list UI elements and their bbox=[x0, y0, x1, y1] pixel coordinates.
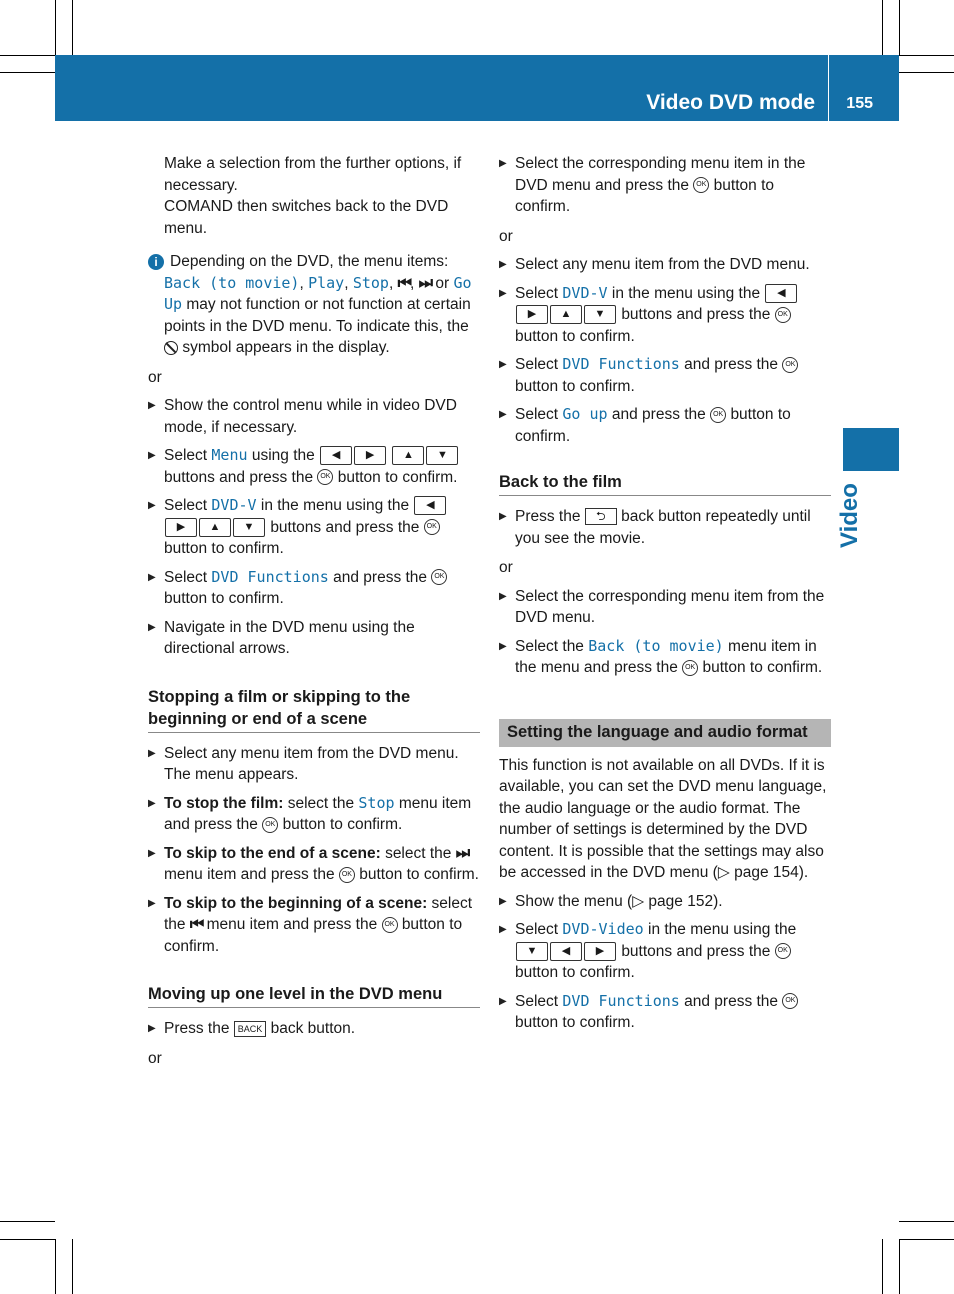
side-tab-label: Video bbox=[836, 483, 863, 548]
skip-forward-icon: ⏭ bbox=[455, 844, 469, 862]
up-arrow-key: ▲ bbox=[392, 446, 424, 465]
intro-text: Make a selection from the further options, if necessary. bbox=[164, 155, 462, 194]
page-ref-icon: ▷ bbox=[632, 892, 645, 910]
info-icon: i bbox=[148, 254, 164, 270]
ok-icon: OK bbox=[262, 817, 278, 833]
intro-text: COMAND then switches back to the DVD menu. bbox=[164, 198, 449, 237]
list-item: ▶ To stop the film: select the Stop menu item and press the OK button to confirm. bbox=[148, 793, 480, 836]
skip-back-icon: ⏮ bbox=[397, 274, 410, 292]
section-heading: Stopping a film or skipping to the beginning or end of a scene bbox=[148, 686, 480, 733]
right-arrow-key: ▶ bbox=[584, 942, 616, 961]
back-arrow-icon: ⮌ bbox=[585, 508, 617, 525]
left-column bbox=[148, 153, 480, 1076]
section-title: Video DVD mode bbox=[646, 91, 815, 114]
divider bbox=[828, 55, 829, 121]
up-arrow-key: ▲ bbox=[550, 305, 582, 324]
right-arrow-key: ▶ bbox=[516, 305, 548, 324]
crop-mark bbox=[0, 72, 55, 73]
ok-icon: OK bbox=[775, 307, 791, 323]
ok-icon: OK bbox=[382, 917, 398, 933]
left-arrow-key: ◀ bbox=[414, 496, 446, 515]
ok-icon: OK bbox=[782, 993, 798, 1009]
list-item: ▶ Select the corresponding menu item in the DVD menu and press the OK button to confirm. bbox=[499, 153, 831, 218]
section-heading: Moving up one level in the DVD menu bbox=[148, 983, 480, 1008]
info-note bbox=[148, 251, 480, 359]
down-arrow-key: ▼ bbox=[516, 942, 548, 961]
crop-mark bbox=[0, 1239, 55, 1240]
down-arrow-key: ▼ bbox=[426, 446, 458, 465]
list-item: ▶ Press the ⮌ back button repeatedly until you see the movie. bbox=[499, 506, 831, 549]
down-arrow-key: ▼ bbox=[584, 305, 616, 324]
list-item: ▶ Select DVD Functions and press the OK button to confirm. bbox=[499, 991, 831, 1034]
section-heading: Setting the language and audio format bbox=[499, 719, 831, 747]
ok-icon: OK bbox=[782, 357, 798, 373]
page-ref-icon: ▷ bbox=[717, 864, 730, 881]
skip-back-icon: ⏮ bbox=[189, 916, 203, 933]
right-arrow-key: ▶ bbox=[354, 446, 386, 465]
list-item: ▶ Show the control menu while in video DVD mode, if necessary. bbox=[148, 395, 480, 438]
or-label: or bbox=[148, 1049, 162, 1067]
ok-icon: OK bbox=[339, 867, 355, 883]
crop-mark bbox=[899, 1239, 900, 1294]
list-item: ▶ Select DVD Functions and press the OK button to confirm. bbox=[499, 354, 831, 397]
crop-mark bbox=[899, 72, 954, 73]
right-arrow-key: ▶ bbox=[165, 518, 197, 537]
or-label: or bbox=[148, 368, 162, 386]
crop-mark bbox=[899, 55, 954, 56]
list-item: ▶ Navigate in the DVD menu using the directional arrows. bbox=[148, 617, 480, 660]
crop-mark bbox=[882, 1239, 883, 1294]
crop-mark bbox=[0, 1221, 55, 1222]
page-header bbox=[55, 55, 899, 121]
ok-icon: OK bbox=[682, 660, 698, 676]
ok-icon: OK bbox=[693, 177, 709, 193]
or-label: or bbox=[499, 227, 513, 245]
section-heading: Back to the film bbox=[499, 471, 831, 496]
list-item: ▶ To skip to the end of a scene: select the ⏭ menu item and press the OK button to confirm. bbox=[148, 843, 480, 886]
or-label: or bbox=[499, 559, 513, 576]
crop-mark bbox=[0, 55, 55, 56]
no-entry-icon bbox=[164, 341, 178, 355]
list-item: ▶ Press the BACK back button. bbox=[148, 1018, 480, 1040]
list-item: ▶ Select the Back (to movie) menu item in the menu and press the OK button to confirm. bbox=[499, 636, 831, 679]
crop-mark bbox=[55, 1239, 56, 1294]
body-paragraph: This function is not available on all DVDs. If it is available, you can set the DVD menu language, the audio language or the audio format. The number of settings is determined by the DVD content. It is possible that the settings may also be accessed in the DVD menu (▷ page 154). bbox=[499, 756, 827, 881]
ok-icon: OK bbox=[424, 519, 440, 535]
left-arrow-key: ◀ bbox=[320, 446, 352, 465]
ok-icon: OK bbox=[775, 943, 791, 959]
ok-icon: OK bbox=[431, 569, 447, 585]
crop-mark bbox=[899, 1221, 954, 1222]
list-item: ▶ Select Menu using the ◀ ▶ ▲ ▼ buttons and press the OK button to confirm. bbox=[148, 445, 480, 488]
list-item: ▶ Select DVD-V in the menu using the ◀▶ ▲ ▼ buttons and press the OK button to confirm. bbox=[499, 283, 831, 348]
list-item: ▶ Select the corresponding menu item from the DVD menu. bbox=[499, 586, 831, 629]
crop-mark bbox=[899, 1239, 954, 1240]
crop-mark bbox=[72, 1239, 73, 1294]
left-arrow-key: ◀ bbox=[550, 942, 582, 961]
intro bbox=[148, 153, 480, 239]
crop-mark bbox=[882, 0, 883, 55]
ok-icon: OK bbox=[317, 469, 333, 485]
page-number: 155 bbox=[846, 95, 873, 112]
list-item: ▶ Select any menu item from the DVD menu. The menu appears. bbox=[148, 743, 480, 786]
up-arrow-key: ▲ bbox=[199, 518, 231, 537]
info-paragraph: i Depending on the DVD, the menu items: Back (to movie), Play, Stop, ⏮, ⏭ or Go Up may not function or not function at certain points in the DVD menu. To indicate this, the symbol appears in the display. bbox=[164, 251, 480, 359]
list-item: ▶ To skip to the beginning of a scene: select the ⏮ menu item and press the OK button to confirm. bbox=[148, 893, 480, 958]
side-tab bbox=[843, 428, 899, 471]
skip-forward-icon: ⏭ bbox=[418, 274, 432, 292]
list-item: ▶ Show the menu (▷ page 152). bbox=[499, 891, 831, 913]
left-arrow-key: ◀ bbox=[765, 284, 797, 303]
list-item: ▶ Select Go up and press the OK button to confirm. bbox=[499, 404, 831, 447]
down-arrow-key: ▼ bbox=[233, 518, 265, 537]
list-item: ▶ Select DVD-Video in the menu using the ▼ ◀ ▶ buttons and press the OK button to confirm. bbox=[499, 919, 831, 984]
crop-mark bbox=[55, 0, 56, 55]
crop-mark bbox=[899, 0, 900, 55]
ok-icon: OK bbox=[710, 407, 726, 423]
list-item: ▶ Select DVD Functions and press the OK button to confirm. bbox=[148, 567, 480, 610]
list-item: ▶ Select any menu item from the DVD menu. bbox=[499, 254, 831, 276]
back-key-icon: BACK bbox=[234, 1021, 267, 1037]
list-item: ▶ Select DVD-V in the menu using the ◀▶ ▲ ▼ buttons and press the OK button to confirm. bbox=[148, 495, 480, 560]
crop-mark bbox=[72, 0, 73, 55]
right-column bbox=[499, 153, 831, 1041]
